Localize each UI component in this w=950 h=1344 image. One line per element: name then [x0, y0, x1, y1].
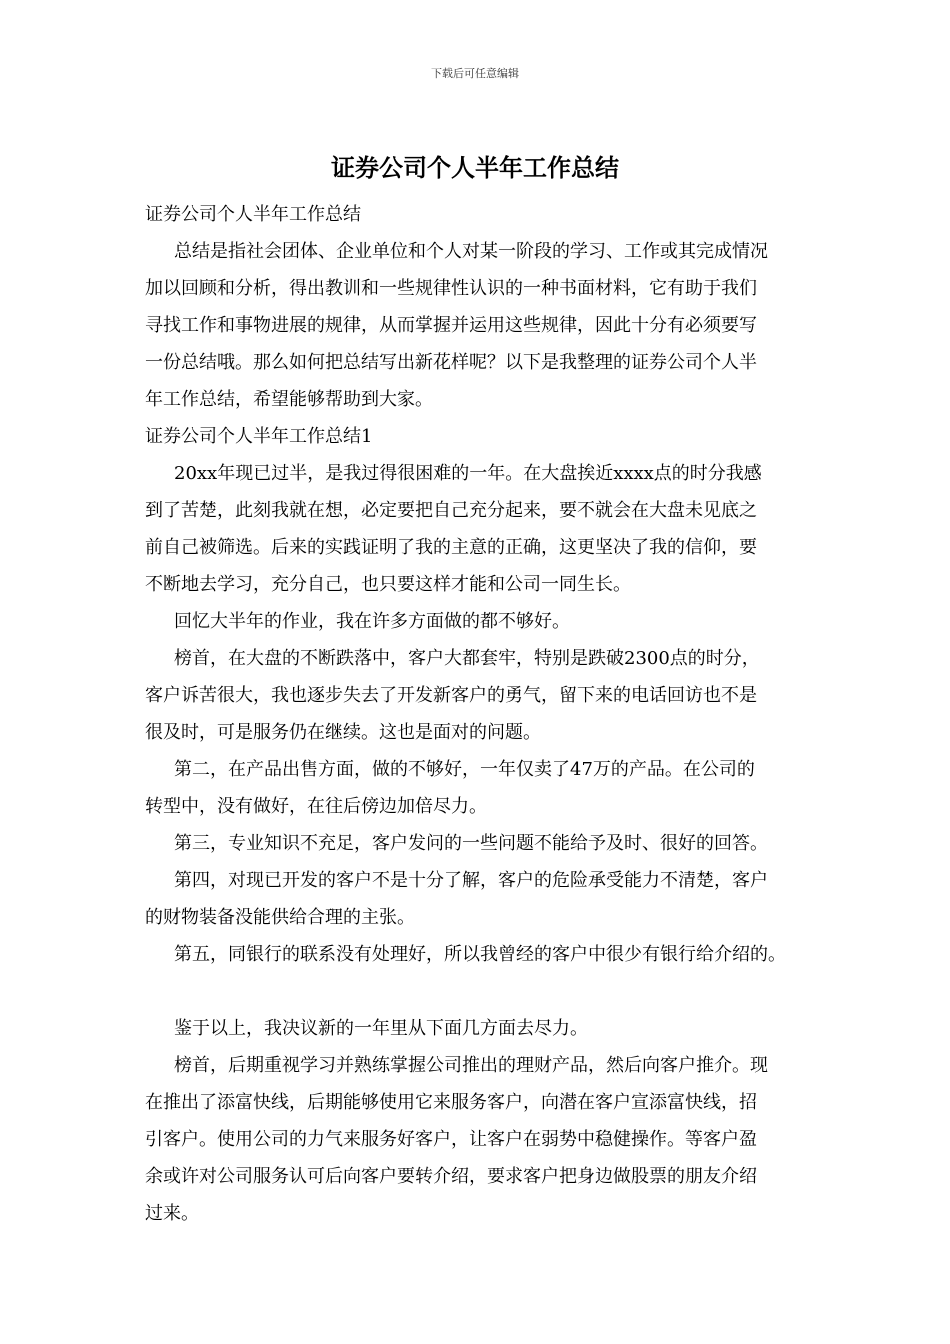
header-note: 下载后可任意编辑 — [431, 67, 519, 80]
text-line: 过来。 — [145, 1203, 199, 1224]
text-line: 引客户。使用公司的力气来服务好客户，让客户在弱势中稳健操作。等客户盈 — [145, 1129, 757, 1150]
text-line: 年工作总结，希望能够帮助到大家。 — [145, 389, 433, 410]
text-line: 榜首，后期重视学习并熟练掌握公司推出的理财产品，然后向客户推介。现 — [174, 1055, 768, 1076]
text-line: 客户诉苦很大，我也逐步失去了开发新客户的勇气，留下来的电话回访也不是 — [145, 685, 757, 706]
text-line: 加以回顾和分析，得出教训和一些规律性认识的一种书面材料，它有助于我们 — [145, 278, 757, 299]
text-line: 第三，专业知识不充足，客户发问的一些问题不能给予及时、很好的回答。 — [174, 833, 768, 854]
document-title: 证券公司个人半年工作总结 — [331, 153, 619, 182]
blank-line — [145, 973, 815, 1010]
text-line: 证券公司个人半年工作总结1 — [145, 426, 373, 447]
text-line: 余或许对公司服务认可后向客户要转介绍，要求客户把身边做股票的朋友介绍 — [145, 1166, 757, 1187]
text-line: 榜首，在大盘的不断跌落中，客户大都套牢，特别是跌破2300点的时分， — [174, 648, 760, 669]
text-line: 的财物装备没能供给合理的主张。 — [145, 907, 415, 928]
text-line: 第二，在产品出售方面，做的不够好，一年仅卖了47万的产品。在公司的 — [174, 759, 755, 780]
text-line: 寻找工作和事物进展的规律，从而掌握并运用这些规律，因此十分有必须要写 — [145, 315, 757, 336]
text-line: 第四，对现已开发的客户不是十分了解，客户的危险承受能力不清楚，客户 — [174, 870, 768, 891]
text-line: 到了苦楚，此刻我就在想，必定要把自己充分起来，要不就会在大盘未见底之 — [145, 500, 757, 521]
text-line: 鉴于以上，我决议新的一年里从下面几方面去尽力。 — [174, 1018, 588, 1039]
text-line: 总结是指社会团体、企业单位和个人对某一阶段的学习、工作或其完成情况 — [174, 241, 768, 262]
document-body — [145, 196, 815, 1232]
text-line: 20xx年现已过半，是我过得很困难的一年。在大盘挨近xxxx点的时分我感 — [174, 463, 762, 484]
text-line: 不断地去学习，充分自己，也只要这样才能和公司一同生长。 — [145, 574, 631, 595]
text-line: 证券公司个人半年工作总结 — [145, 204, 361, 225]
text-line: 很及时，可是服务仍在继续。这也是面对的问题。 — [145, 722, 541, 743]
text-line: 回忆大半年的作业，我在许多方面做的都不够好。 — [174, 611, 570, 632]
text-line: 在推出了添富快线，后期能够使用它来服务客户，向潜在客户宣添富快线，招 — [145, 1092, 757, 1113]
text-line: 第五，同银行的联系没有处理好，所以我曾经的客户中很少有银行给介绍的。 — [174, 944, 786, 965]
text-line: 前自己被筛选。后来的实践证明了我的主意的正确，这更坚决了我的信仰，要 — [145, 537, 757, 558]
text-line: 一份总结哦。那么如何把总结写出新花样呢？以下是我整理的证券公司个人半 — [145, 352, 757, 373]
text-line: 转型中，没有做好，在往后傍边加倍尽力。 — [145, 796, 487, 817]
